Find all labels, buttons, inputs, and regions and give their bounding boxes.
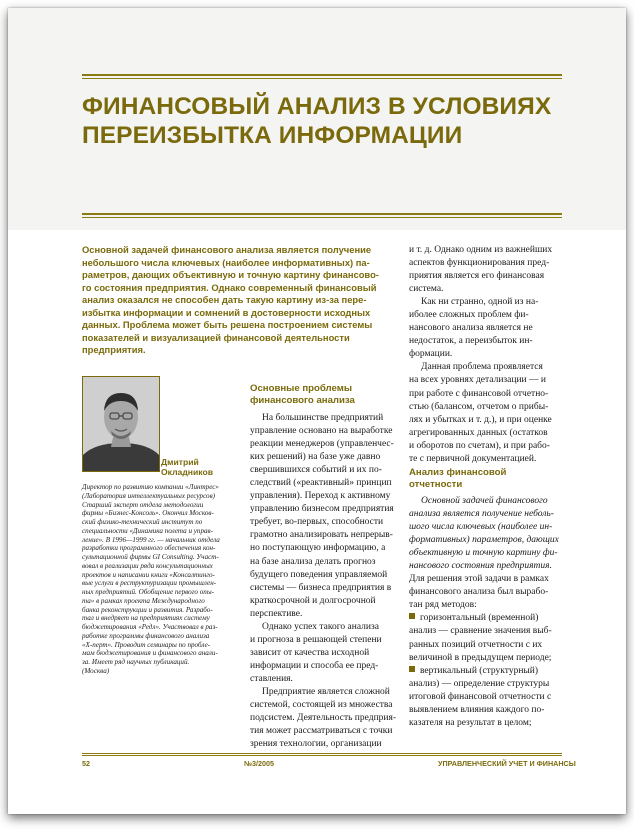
bio-line: ский физико-технический институт по	[82, 518, 203, 526]
body-line	[250, 647, 398, 660]
body-line	[409, 717, 561, 730]
bio-line: мам бюджетирования и финансового анали-	[82, 649, 218, 658]
body-line	[409, 374, 561, 387]
body-line	[409, 625, 561, 638]
bio-line: (Москва)	[82, 666, 110, 675]
body-line	[409, 560, 561, 573]
body-text: управления). Переход к активному	[250, 491, 391, 502]
portrait-image	[83, 377, 159, 471]
body-line	[409, 495, 561, 508]
body-text: следствий («реактивный» принцип	[250, 478, 392, 489]
body-line	[409, 361, 561, 374]
bio-line: вовал в реализации ряда консультационных	[82, 561, 213, 570]
body-text: тан ряд методов:	[409, 600, 477, 611]
journal-name: УПРАВЛЕНЧЕСКИЙ УЧЕТ И ФИНАНСЫ	[438, 759, 576, 768]
body-text: Как ни странно, одной из на-	[421, 297, 539, 308]
issue-number: №3/2005	[244, 759, 274, 768]
body-text: на всех уровнях детализации — и	[409, 375, 546, 386]
body-line	[250, 738, 398, 751]
body-line	[250, 673, 398, 686]
title-line-2: ПЕРЕИЗБЫТКА ИНФОРМАЦИИ	[82, 122, 463, 149]
body-line	[409, 283, 561, 296]
body-text: шого числа ключевых (наиболее ин-	[409, 522, 553, 533]
bio-line: ление». В 1996—1999 гг. — начальник отдела	[82, 535, 220, 544]
body-text: ставления.	[250, 673, 293, 684]
body-text: Для решения этой задачи в рамках	[409, 574, 549, 585]
body-text: и прогноза в решающей степени	[250, 634, 382, 645]
body-line	[250, 660, 398, 673]
right-column-top	[409, 244, 561, 466]
body-line	[409, 440, 561, 453]
body-line	[250, 725, 398, 738]
body-text: тия может рассматриваться с точки	[250, 726, 393, 737]
body-line	[409, 270, 561, 283]
body-text: лях и убытках и т. д.), и при оценке	[409, 414, 552, 425]
body-line	[250, 464, 398, 477]
body-line	[250, 556, 398, 569]
body-line	[250, 686, 398, 699]
body-text: будущего поведения управляемой	[250, 569, 388, 580]
section2-line-1: Анализ финансовой	[409, 467, 507, 478]
body-text: зависит от качества исходной	[250, 647, 370, 658]
footer-rule-2	[82, 755, 562, 756]
magazine-page	[8, 8, 626, 814]
body-line	[250, 621, 398, 634]
body-text: подсистем. Деятельность предприя-	[250, 713, 397, 724]
body-line	[250, 438, 398, 451]
body-text: зрения технологии, организации	[250, 739, 382, 750]
bio-line: сультационной фирмы GI Consulting. Участ-	[82, 553, 219, 561]
body-text: реакции менеджеров (управленчес-	[250, 439, 394, 450]
section1-line-2: финансового анализа	[250, 394, 355, 406]
section-heading-problems	[250, 383, 355, 406]
body-line	[409, 652, 561, 665]
body-text: ранных позиций отчетности с их	[409, 639, 543, 650]
lead-line: избытка информации и сомнений в достоверности исходных	[82, 306, 371, 318]
body-line	[250, 712, 398, 725]
section2-line-2: отчетности	[409, 478, 463, 490]
top-rule-thin	[82, 78, 562, 79]
lead-line: го состояния предприятия. Однако современный финансовый	[82, 281, 377, 293]
bullet-square-icon	[409, 613, 415, 619]
body-line	[409, 678, 561, 691]
body-text: управление основано на выработке	[250, 426, 393, 437]
bio-line: «Х-перт». Проводит семинары по пробле-	[82, 640, 211, 649]
bio-line: работке программы финансового анализа	[82, 631, 210, 640]
body-text: те с первичной документацией.	[409, 453, 537, 464]
body-text: на базе анализа делать прогноз	[250, 556, 376, 567]
body-line	[409, 401, 561, 414]
body-text: аспектов функционирования пред-	[409, 258, 550, 269]
body-text: объективную и точную картину фи-	[409, 548, 558, 559]
lead-line: данных. Проблема может быть решена построением системы	[82, 319, 373, 330]
body-text: и т. д. Однако одним из важнейших	[409, 245, 553, 255]
body-text: итоговой финансовой отчетности с	[409, 691, 552, 702]
body-text: выявлением влияния каждого по-	[409, 704, 545, 715]
body-text: иболее сложных проблем фи-	[409, 310, 529, 321]
author-name	[161, 457, 213, 477]
lead-line: небольшого числа ключевых (наиболее информативных) па-	[82, 256, 370, 268]
body-line	[409, 573, 561, 586]
body-text: требует, во-первых, способности	[250, 517, 384, 528]
body-line	[409, 639, 561, 652]
body-line	[409, 665, 561, 678]
bio-line: та» в рамках проекта Международного	[82, 596, 205, 605]
body-text: нансового анализа является не	[409, 323, 533, 334]
lead-line: показателей и визуализацией финансовой деятельности	[82, 331, 350, 343]
lead-line: предприятия.	[82, 344, 146, 355]
body-text: вертикальный (структурный)	[420, 665, 539, 676]
body-text: величиной в предыдущем периоде;	[409, 652, 552, 663]
body-text: стью (балансом, отчетом о прибы-	[409, 401, 549, 412]
bio-line: банка реконструкции и развития. Разрабо-	[82, 605, 213, 614]
bio-line: специальности «Динамика полета и управ-	[82, 526, 213, 535]
body-text: Предприятие является сложной	[262, 686, 390, 697]
bio-line: проектов и написании книги «Консалтинго-	[82, 570, 215, 579]
title-bottom-rule	[82, 213, 562, 215]
body-line	[409, 335, 561, 348]
author-bio	[82, 483, 230, 676]
body-text: Однако успех такого анализа	[262, 621, 379, 632]
body-line	[409, 388, 561, 401]
bio-line: ных предприятий. Обобщение первого опы-	[82, 588, 215, 596]
body-line	[409, 453, 561, 466]
body-text: На большинстве предприятий	[262, 413, 384, 423]
body-line	[409, 414, 561, 427]
lead-paragraph	[82, 244, 394, 357]
body-text: казателя на результат в целом;	[409, 717, 532, 728]
body-text: Данная проблема проявляется	[421, 362, 543, 373]
bio-line: разработки программного обеспечения кон-	[82, 544, 216, 553]
body-text: анализа является получение неболь-	[409, 509, 554, 520]
body-text: система.	[409, 284, 444, 295]
body-line	[409, 322, 561, 335]
body-text: горизонтальный (временной)	[420, 613, 539, 624]
body-text: ких решений) на базе уже давно	[250, 452, 381, 463]
body-line	[409, 348, 561, 361]
lead-line: анализ оказался не способен дать такую картину из-за пере-	[82, 294, 367, 305]
body-text: формативных) параметров, дающих	[409, 535, 559, 546]
bio-line: бюджетирования «Редл». Участвовал в раз-	[82, 623, 218, 631]
title-bottom-rule-thin	[82, 217, 562, 218]
body-line	[409, 257, 561, 270]
body-text: формации.	[409, 349, 453, 360]
body-line	[250, 569, 398, 582]
body-text: краткосрочной и долгосрочной	[250, 595, 376, 606]
footer-rule	[82, 753, 562, 754]
bio-line: фирмы «Бизнес-Консоль». Окончил Москов-	[82, 509, 214, 518]
body-line	[250, 608, 398, 621]
body-line	[250, 529, 398, 542]
body-text: и оборотов по счетам), и при рабо-	[409, 440, 550, 451]
body-text: системой, состоящей из множества	[250, 700, 393, 711]
article-title	[82, 92, 562, 150]
body-text: анализ — сравнение значения выб-	[409, 626, 552, 637]
author-first-name: Дмитрий	[161, 457, 199, 467]
body-line	[409, 691, 561, 704]
body-line	[250, 412, 398, 425]
body-line	[409, 521, 561, 534]
body-line	[250, 516, 398, 529]
body-text: нансового состояния предприятия.	[409, 561, 552, 572]
page-number: 52	[82, 759, 90, 768]
title-line-1: ФИНАНСОВЫЙ АНАЛИЗ В УСЛОВИЯХ	[82, 93, 552, 120]
section1-line-1: Основные проблемы	[250, 383, 353, 394]
bio-line: Старший эксперт отдела методологии	[82, 500, 204, 509]
right-column-bottom	[409, 495, 561, 730]
bio-line: за. Имеет ряд научных публикаций.	[82, 658, 190, 666]
body-text: при работе с финансовой отчетно-	[409, 388, 549, 399]
bullet-square-icon	[409, 666, 415, 672]
bio-line: Директор по развитию компании «Линтрес»	[82, 483, 219, 491]
body-line	[409, 599, 561, 612]
body-text: перспективе.	[250, 608, 303, 619]
lead-line: раметров, дающих объективную и точную картину финансово-	[82, 269, 379, 280]
body-text: Основной задачей финансового	[421, 496, 548, 506]
body-line	[409, 508, 561, 521]
body-line	[250, 582, 398, 595]
top-rule	[82, 74, 562, 76]
body-line	[409, 427, 561, 440]
body-text: недостаток, а переизбыток ин-	[409, 336, 533, 347]
bio-line: тал и внедряет на предприятиях систему	[82, 614, 210, 623]
body-line	[409, 704, 561, 717]
body-line	[409, 244, 561, 257]
body-text: свершившихся событий и их по-	[250, 465, 382, 476]
body-line	[250, 477, 398, 490]
body-line	[409, 547, 561, 560]
body-line	[250, 503, 398, 516]
middle-column	[250, 412, 398, 751]
body-line	[409, 534, 561, 547]
body-line	[409, 309, 561, 322]
body-line	[409, 296, 561, 309]
body-text: приятия является его финансовая	[409, 271, 545, 282]
body-text: грамотно анализировать непрерыв-	[250, 530, 393, 541]
body-text: системы — бизнеса предприятия в	[250, 582, 392, 593]
body-line	[250, 542, 398, 555]
body-text: но поступающую информацию, а	[250, 543, 386, 554]
body-line	[409, 612, 561, 625]
body-line	[250, 634, 398, 647]
section-heading-analysis	[409, 467, 506, 490]
body-text: финансового анализа был вырабо-	[409, 587, 549, 598]
author-photo	[82, 376, 160, 472]
body-line	[250, 490, 398, 503]
body-text: управлению бизнесом предприятия	[250, 504, 394, 515]
author-last-name: Окладников	[161, 467, 213, 477]
body-line	[250, 595, 398, 608]
bio-line: вые услуги в реструктуризации промышлен-	[82, 579, 217, 588]
body-text: информации и способа ее пред-	[250, 660, 379, 671]
body-line	[250, 451, 398, 464]
lead-line: Основной задачей финансового анализа является получение	[82, 244, 372, 255]
body-line	[250, 425, 398, 438]
body-text: агрегированных данных (остатков	[409, 427, 548, 438]
body-line	[250, 699, 398, 712]
body-text: анализ) — определение структуры	[409, 678, 550, 689]
body-line	[409, 586, 561, 599]
bio-line: (Лаборатория интеллектуальных ресурсов)	[82, 491, 216, 500]
